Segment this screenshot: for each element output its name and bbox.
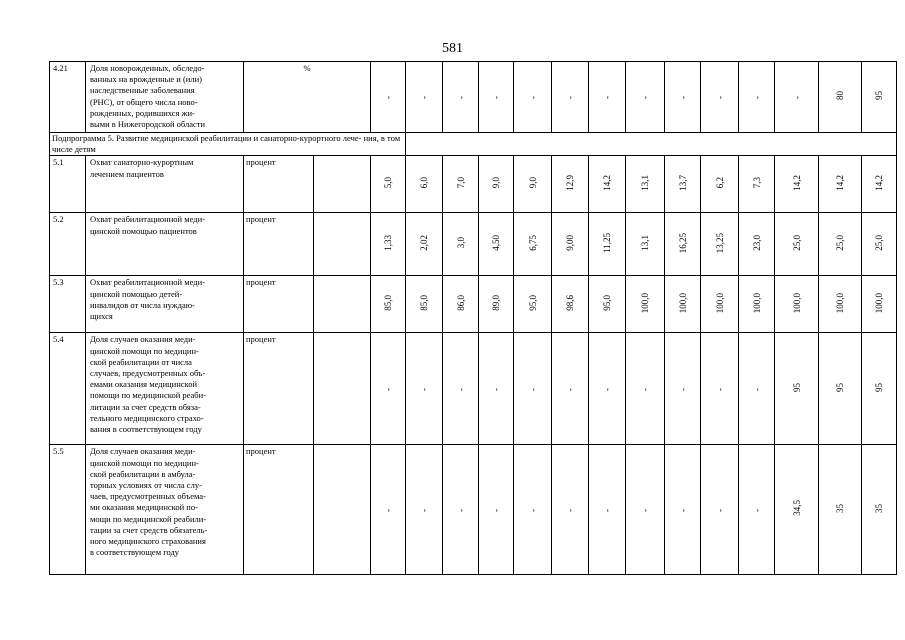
value-cell bbox=[862, 156, 897, 213]
value-text: - bbox=[714, 509, 725, 513]
value-cell bbox=[701, 213, 739, 276]
unit: % bbox=[244, 62, 371, 133]
value-text: - bbox=[565, 388, 575, 392]
table-row bbox=[50, 156, 897, 213]
value-cell bbox=[589, 333, 626, 445]
value-text: - bbox=[527, 388, 538, 392]
value-text: 95 bbox=[835, 382, 845, 392]
value-cell bbox=[665, 156, 701, 213]
value-text: - bbox=[751, 388, 762, 392]
value-text: 6,2 bbox=[714, 177, 725, 189]
value-text: - bbox=[640, 96, 650, 100]
value-cell bbox=[552, 62, 589, 133]
row-number: 5.1 bbox=[50, 156, 86, 213]
value-cell bbox=[739, 156, 775, 213]
value-cell bbox=[443, 333, 479, 445]
value-cell bbox=[552, 156, 589, 213]
value-cell bbox=[665, 445, 701, 575]
value-cell bbox=[371, 276, 406, 333]
value-text: - bbox=[677, 388, 688, 392]
value-text: 7,0 bbox=[455, 177, 466, 189]
value-cell bbox=[819, 276, 862, 333]
empty-cell bbox=[314, 276, 371, 333]
value-cell bbox=[443, 156, 479, 213]
indicator-name: Доля новорожденных, обследо- ванных на врожденные и (или) наследственные заболевания (РНС), от общего числа ново- рожденных, родившихся жи- выми в Нижегородской области bbox=[86, 62, 244, 133]
value-cell bbox=[862, 62, 897, 133]
value-cell bbox=[371, 156, 406, 213]
value-text: 5,0 bbox=[383, 177, 393, 189]
table-row bbox=[50, 333, 897, 445]
value-text: 35 bbox=[874, 503, 884, 513]
value-cell bbox=[775, 62, 819, 133]
value-text: - bbox=[383, 388, 393, 392]
indicator-name: Охват реабилитационной меди- цинской помощью детей- инвалидов от числа нуждаю- щихся bbox=[86, 276, 244, 333]
value-text: - bbox=[565, 509, 575, 513]
row-number: 5.4 bbox=[50, 333, 86, 445]
value-text: - bbox=[602, 388, 612, 392]
subprogram-header-row bbox=[50, 133, 897, 156]
value-text: 95 bbox=[791, 382, 802, 392]
value-text: - bbox=[491, 388, 501, 392]
subprogram-blank-cell bbox=[406, 133, 897, 156]
value-cell bbox=[626, 445, 665, 575]
indicator-name: Охват реабилитационной меди- цинской помощью пациентов bbox=[86, 213, 244, 276]
value-text: - bbox=[677, 96, 688, 100]
value-text: - bbox=[640, 388, 650, 392]
value-cell bbox=[739, 213, 775, 276]
value-text: 6,75 bbox=[527, 234, 538, 251]
value-cell bbox=[819, 156, 862, 213]
value-cell bbox=[552, 276, 589, 333]
value-text: 34,5 bbox=[791, 500, 802, 517]
value-cell bbox=[514, 213, 552, 276]
value-cell bbox=[479, 333, 514, 445]
value-cell bbox=[775, 276, 819, 333]
unit: процент bbox=[244, 276, 314, 333]
value-text: - bbox=[565, 96, 575, 100]
value-cell bbox=[479, 213, 514, 276]
value-text: 95,0 bbox=[527, 294, 538, 311]
value-text: 9,0 bbox=[527, 177, 538, 189]
value-text: 100,0 bbox=[874, 292, 884, 313]
row-number: 5.3 bbox=[50, 276, 86, 333]
value-text: 2,02 bbox=[419, 234, 429, 251]
value-text: 25,0 bbox=[874, 234, 884, 251]
value-text: - bbox=[491, 509, 501, 513]
value-text: 9,00 bbox=[565, 234, 575, 251]
value-cell bbox=[371, 62, 406, 133]
value-text: 95 bbox=[874, 90, 884, 100]
indicator-name: Охват санаторно-курортным лечением пациентов bbox=[86, 156, 244, 213]
value-cell bbox=[371, 333, 406, 445]
value-cell bbox=[701, 333, 739, 445]
value-text: - bbox=[640, 509, 650, 513]
value-text: - bbox=[419, 509, 429, 513]
value-text: - bbox=[677, 509, 688, 513]
value-text: - bbox=[527, 96, 538, 100]
value-text: - bbox=[527, 509, 538, 513]
row-number: 5.2 bbox=[50, 213, 86, 276]
value-cell bbox=[739, 445, 775, 575]
value-cell bbox=[406, 62, 443, 133]
value-cell bbox=[589, 445, 626, 575]
value-cell bbox=[514, 333, 552, 445]
value-text: 98,6 bbox=[565, 294, 575, 311]
value-text: 6,0 bbox=[419, 177, 429, 189]
table-row bbox=[50, 276, 897, 333]
value-text: 13,1 bbox=[640, 174, 650, 191]
value-text: - bbox=[455, 388, 466, 392]
subprogram-title: Подпрограмма 5. Развитие медицинской реабилитации и санаторно-курортного лече- ния, в том числе детям bbox=[50, 133, 406, 156]
value-cell bbox=[514, 276, 552, 333]
value-cell bbox=[589, 62, 626, 133]
value-text: - bbox=[751, 509, 762, 513]
value-text: 13,1 bbox=[640, 234, 650, 251]
value-text: - bbox=[419, 96, 429, 100]
value-text: 85,0 bbox=[383, 294, 393, 311]
value-cell bbox=[819, 333, 862, 445]
table-row bbox=[50, 445, 897, 575]
value-text: 13,7 bbox=[677, 174, 688, 191]
value-text: 14,2 bbox=[835, 174, 845, 191]
value-text: 100,0 bbox=[791, 292, 802, 313]
value-cell bbox=[739, 333, 775, 445]
empty-cell bbox=[314, 213, 371, 276]
value-cell bbox=[739, 62, 775, 133]
value-text: 25,0 bbox=[835, 234, 845, 251]
empty-cell bbox=[314, 333, 371, 445]
value-text: 16,25 bbox=[677, 232, 688, 253]
value-cell bbox=[701, 276, 739, 333]
value-cell bbox=[589, 213, 626, 276]
page-number: 581 bbox=[442, 41, 463, 56]
value-text: 100,0 bbox=[640, 292, 650, 313]
value-text: - bbox=[714, 96, 725, 100]
value-text: 3,0 bbox=[455, 237, 466, 249]
value-cell bbox=[739, 276, 775, 333]
value-text: 14,2 bbox=[874, 174, 884, 191]
value-text: - bbox=[714, 388, 725, 392]
value-text: - bbox=[455, 96, 466, 100]
value-cell bbox=[589, 156, 626, 213]
value-text: 100,0 bbox=[835, 292, 845, 313]
value-cell bbox=[862, 276, 897, 333]
value-cell bbox=[443, 445, 479, 575]
value-text: 85,0 bbox=[419, 294, 429, 311]
value-cell bbox=[514, 156, 552, 213]
value-text: - bbox=[383, 96, 393, 100]
value-text: - bbox=[602, 96, 612, 100]
value-text: 7,3 bbox=[751, 177, 762, 189]
value-cell bbox=[665, 276, 701, 333]
value-cell bbox=[775, 156, 819, 213]
value-cell bbox=[406, 276, 443, 333]
value-cell bbox=[371, 445, 406, 575]
value-cell bbox=[626, 156, 665, 213]
value-cell bbox=[819, 445, 862, 575]
value-cell bbox=[443, 276, 479, 333]
value-cell bbox=[862, 213, 897, 276]
value-text: 95 bbox=[874, 382, 884, 392]
value-text: 14,2 bbox=[602, 174, 612, 191]
value-cell bbox=[819, 62, 862, 133]
value-cell bbox=[701, 62, 739, 133]
table-row bbox=[50, 213, 897, 276]
value-cell bbox=[775, 445, 819, 575]
value-cell bbox=[552, 445, 589, 575]
value-text: 9,0 bbox=[491, 177, 501, 189]
value-cell bbox=[665, 333, 701, 445]
value-cell bbox=[479, 156, 514, 213]
value-text: 14,2 bbox=[791, 174, 802, 191]
value-cell bbox=[665, 213, 701, 276]
value-cell bbox=[406, 333, 443, 445]
indicator-name: Доля случаев оказания меди- цинской помощи по медицин- ской реабилитации в амбула- торных условиях от числа слу- чаев, предусмотренных объема- ми оказания медицинской по- мощи по медицинской реабили- тации за счет средств обязатель- ного медицинского страхования в соответствующем году bbox=[86, 445, 244, 575]
value-cell bbox=[479, 276, 514, 333]
unit: процент bbox=[244, 156, 314, 213]
value-cell bbox=[862, 333, 897, 445]
value-cell bbox=[406, 445, 443, 575]
table-row bbox=[50, 62, 897, 133]
value-text: - bbox=[751, 96, 762, 100]
value-cell bbox=[406, 213, 443, 276]
value-cell bbox=[514, 62, 552, 133]
value-cell bbox=[626, 62, 665, 133]
indicators-table bbox=[49, 61, 897, 575]
unit: процент bbox=[244, 445, 314, 575]
value-text: 12,9 bbox=[565, 174, 575, 191]
empty-cell bbox=[314, 445, 371, 575]
value-cell bbox=[701, 156, 739, 213]
value-text: 11,25 bbox=[602, 232, 612, 253]
value-text: 4,50 bbox=[491, 234, 501, 251]
value-text: 25,0 bbox=[791, 234, 802, 251]
value-cell bbox=[626, 276, 665, 333]
value-cell bbox=[479, 445, 514, 575]
indicator-name: Доля случаев оказания меди- цинской помощи по медицин- ской реабилитации от числа случаев, предусмотренных объ- емами оказания медицинской помощи по медицинской реаби- литации за счет средств обяза- тельного медицинского страхо- вания в соответствующем году bbox=[86, 333, 244, 445]
unit: процент bbox=[244, 213, 314, 276]
value-text: 1,33 bbox=[383, 234, 393, 251]
value-cell bbox=[552, 333, 589, 445]
row-number: 4.21 bbox=[50, 62, 86, 133]
value-cell bbox=[701, 445, 739, 575]
value-text: 100,0 bbox=[751, 292, 762, 313]
empty-cell bbox=[314, 156, 371, 213]
value-cell bbox=[514, 445, 552, 575]
value-text: - bbox=[491, 96, 501, 100]
value-text: 86,0 bbox=[455, 294, 466, 311]
row-number: 5.5 bbox=[50, 445, 86, 575]
value-cell bbox=[819, 213, 862, 276]
value-text: 23,0 bbox=[751, 234, 762, 251]
value-text: - bbox=[455, 509, 466, 513]
value-text: - bbox=[602, 509, 612, 513]
value-text: 80 bbox=[835, 90, 845, 100]
value-text: 100,0 bbox=[677, 292, 688, 313]
value-text: - bbox=[791, 96, 802, 100]
value-cell bbox=[589, 276, 626, 333]
value-cell bbox=[443, 62, 479, 133]
value-cell bbox=[443, 213, 479, 276]
value-text: 89,0 bbox=[491, 294, 501, 311]
value-cell bbox=[862, 445, 897, 575]
value-cell bbox=[406, 156, 443, 213]
value-text: - bbox=[419, 388, 429, 392]
value-text: - bbox=[383, 509, 393, 513]
value-cell bbox=[775, 213, 819, 276]
value-cell bbox=[775, 333, 819, 445]
value-text: 100,0 bbox=[714, 292, 725, 313]
unit: процент bbox=[244, 333, 314, 445]
value-text: 13,25 bbox=[714, 232, 725, 253]
value-cell bbox=[479, 62, 514, 133]
value-text: 35 bbox=[835, 503, 845, 513]
value-cell bbox=[371, 213, 406, 276]
value-cell bbox=[552, 213, 589, 276]
value-cell bbox=[626, 213, 665, 276]
value-text: 95,0 bbox=[602, 294, 612, 311]
value-cell bbox=[665, 62, 701, 133]
value-cell bbox=[626, 333, 665, 445]
